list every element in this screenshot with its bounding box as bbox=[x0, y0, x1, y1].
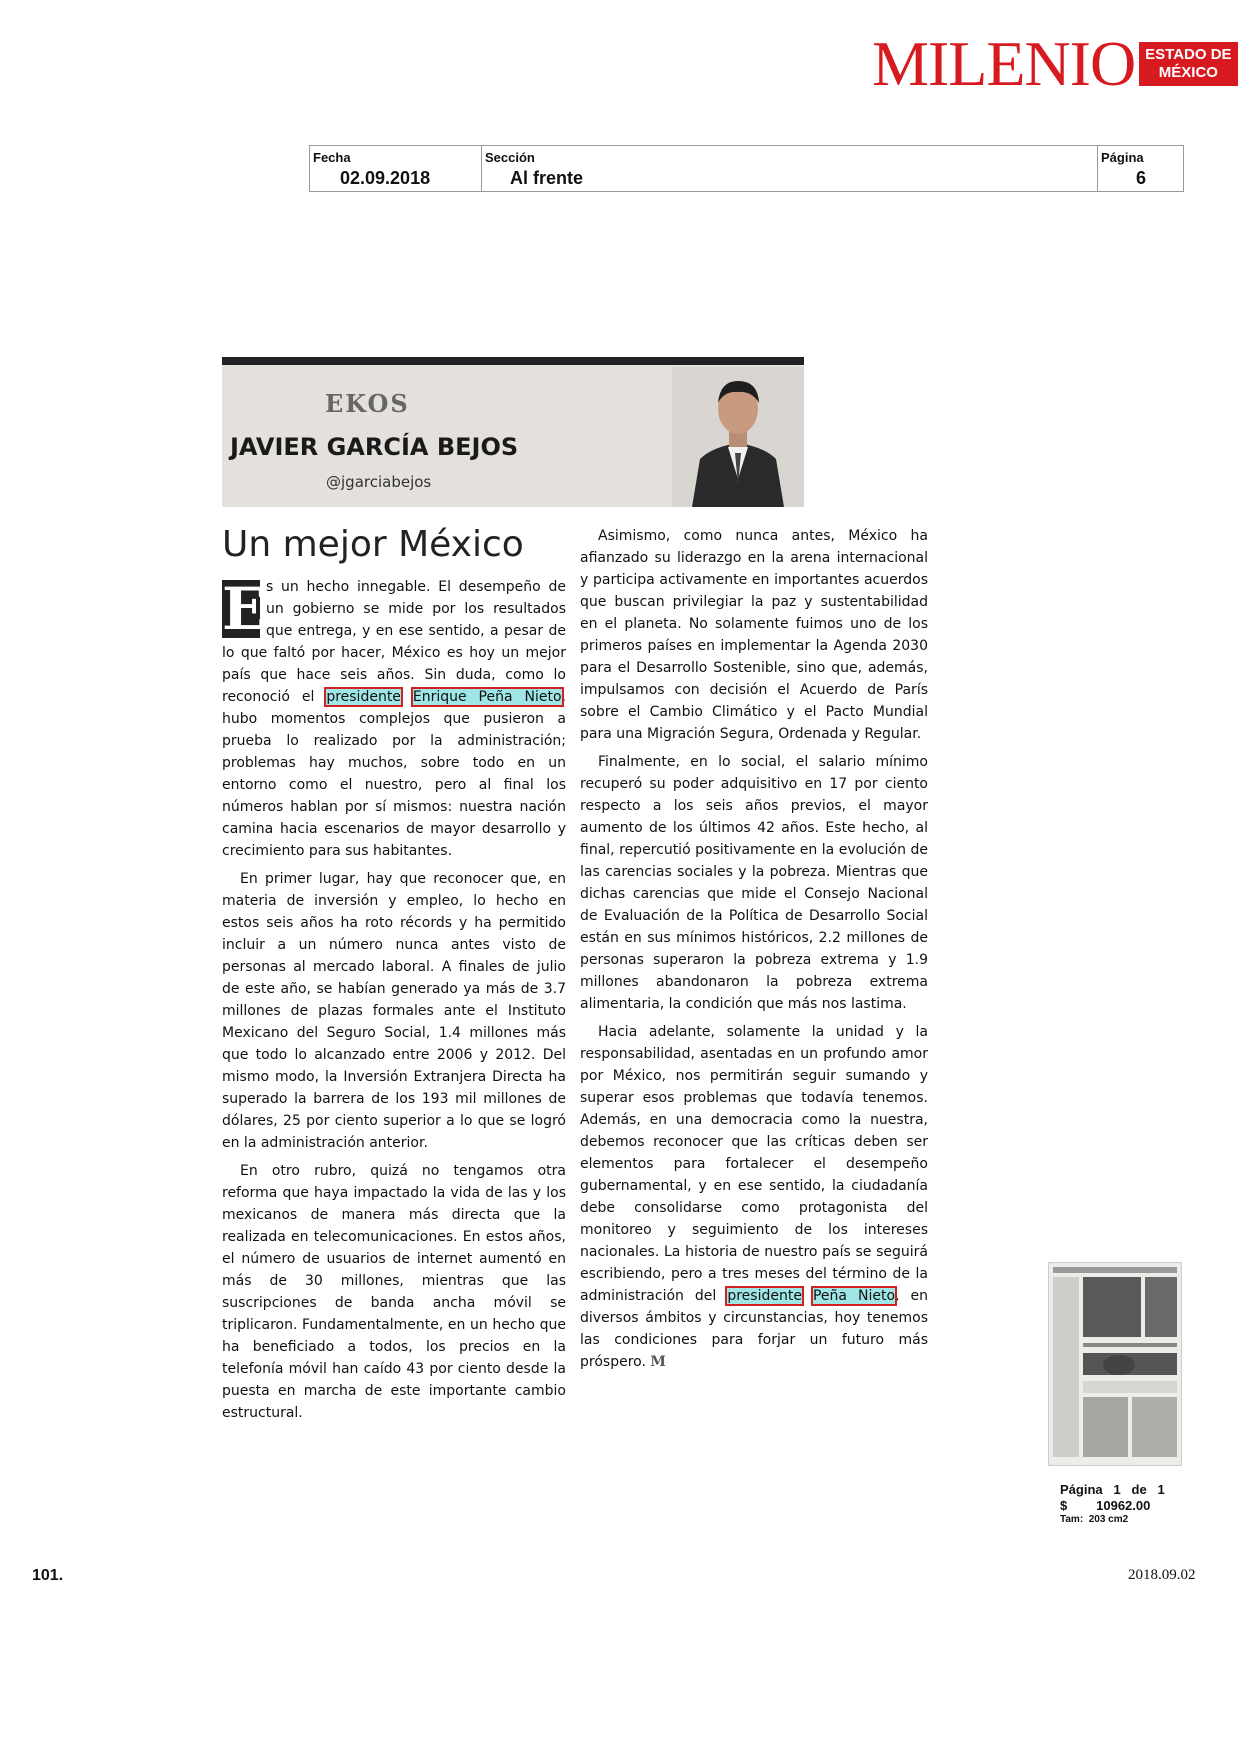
clip-value: $ 10962.00 bbox=[1060, 1498, 1151, 1513]
edition-line-2: MÉXICO bbox=[1158, 64, 1218, 81]
date-value: 02.09.2018 bbox=[340, 168, 431, 188]
paragraph-6-text-b: , en diversos ámbitos y circunstancias, hoy tenemos las condiciones para forjar un futuro más próspero. bbox=[580, 1288, 928, 1370]
page-info bbox=[1060, 1482, 1190, 1526]
milenio-logo bbox=[872, 28, 1238, 99]
drop-cap: E bbox=[222, 575, 267, 643]
end-mark: M bbox=[650, 1354, 666, 1370]
paragraph-4: Asimismo, como nunca antes, México ha afianzado su liderazgo en la arena internacional y participa activamente en importantes acuerdos que buscan privilegiar la paz y sustentabilidad en el planeta. No solamente fuimos uno de los primeros países en implementar la Agenda 2030 para el Desarrollo Sostenible, sino que, además, impulsamos con decisión el Acuerdo de París sobre el Cambio Climático y el Pacto Mundial para una Migración Segura, Ordenada y Regular. bbox=[580, 528, 928, 742]
article-column-left bbox=[222, 576, 566, 1430]
page-label: Página bbox=[1101, 150, 1144, 165]
thumbnail-image bbox=[1049, 1263, 1181, 1465]
clipping-info-bar bbox=[309, 145, 1184, 192]
paragraph-1 bbox=[222, 576, 566, 862]
edition-line-1: ESTADO DE bbox=[1145, 46, 1232, 63]
clip-size: Tam: 203 cm2 bbox=[1060, 1514, 1129, 1525]
paragraph-6 bbox=[580, 1021, 928, 1373]
paragraph-1-text-a: s un hecho innegable. El desempeño de un gobierno se mide por los resultados que entrega, y en ese sentido, a pesar de lo que faltó por hacer, México es hoy un mejor país que hace seis años. Sin duda, como lo reconoció el bbox=[222, 579, 566, 705]
highlight-enrique-pena-nieto: Enrique Peña Nieto bbox=[412, 689, 562, 705]
article-headline: Un mejor México bbox=[222, 524, 524, 565]
footer-number: 101. bbox=[32, 1567, 64, 1584]
highlight-presidente: presidente bbox=[326, 689, 401, 705]
column-header bbox=[222, 357, 804, 507]
header-rule bbox=[222, 357, 804, 365]
section-value: Al frente bbox=[510, 168, 584, 188]
paragraph-2: En primer lugar, hay que reconocer que, en materia de inversión y empleo, lo hecho en estos seis años ha roto récords y ha permitido incluir a un número nunca antes visto de personas al mercado laboral. A finales de julio de este año, se habían generado ya más de 3.7 millones de plazas formales ante el Instituto Mexicano del Seguro Social, 1.4 millones más que todo lo alcanzado entre 2006 y 2012. Del mismo modo, la Inversión Extranjera Directa ha superado la barrera de los 193 mil millones de dólares, 25 por ciento superior a lo que se logró en la administración anterior. bbox=[222, 871, 566, 1151]
date-cell bbox=[310, 146, 482, 191]
author-photo bbox=[672, 367, 804, 507]
section-cell bbox=[482, 146, 1098, 191]
highlight-presidente-2: presidente bbox=[727, 1288, 802, 1304]
paragraph-5: Finalmente, en lo social, el salario mínimo recuperó su poder adquisitivo en 17 por ciento respecto a los seis años previos, el mayor aumento de los últimos 42 años. Este hecho, al final, repercutió positivamente en la evolución de las carencias sociales y la pobreza. Mientras que dichas carencias que mide el Consejo Nacional de Evaluación de la Política de Desarrollo Social están en sus mínimos históricos, 2.2 millones de personas superaron la pobreza extrema y 1.9 millones abandonaron la pobreza extrema alimentaria, la condición que más nos lastima. bbox=[580, 754, 928, 1012]
author-name: JAVIER GARCÍA BEJOS bbox=[230, 433, 519, 461]
page-value: 6 bbox=[1136, 168, 1147, 188]
highlight-pena-nieto: Peña Nieto bbox=[812, 1288, 896, 1304]
page-cell bbox=[1098, 146, 1183, 191]
paragraph-3: En otro rubro, quizá no tengamos otra reforma que haya impactado la vida de las y los mexicanos de manera más directa que la realizada en telecomunicaciones. En estos años, el número de usuarios de internet aumentó en más de 30 millones, mientras que las suscripciones de banda ancha móvil se triplicaron. Fundamentalmente, en un hecho que ha beneficiado a todos, los precios en la telefonía móvil han caído 43 por ciento desde la puesta en marcha de este importante cambio estructural. bbox=[222, 1163, 566, 1421]
page-thumbnail bbox=[1048, 1262, 1182, 1466]
article-column-right bbox=[580, 525, 928, 1379]
logo-edition-badge bbox=[1139, 42, 1237, 86]
date-label: Fecha bbox=[313, 150, 351, 165]
author-handle: @jgarciabejos bbox=[326, 473, 432, 491]
section-label: Sección bbox=[485, 150, 535, 165]
column-kicker: EKOS bbox=[325, 389, 410, 418]
paragraph-1-text-b: , hubo momentos complejos que pusieron a prueba lo realizado por la administración; problemas hay muchos, sobre todo en un entorno como el nuestro, pero al final los números hablan por sí mismos: nuestra nación camina hacia escenarios de mayor desarrollo y crecimiento para sus habitantes. bbox=[222, 689, 566, 859]
footer-date: 2018.09.02 bbox=[1128, 1567, 1196, 1583]
paragraph-6-text-a: Hacia adelante, solamente la unidad y la responsabilidad, asentadas en un profundo amor por México, nos permitirán seguir sumando y superar esos problemas que todavía tenemos. Además, en una democracia como la nuestra, debemos reconocer que las críticas deben ser elementos para fortalecer el desempeño gubernamental, y en ese sentido, la ciudadanía debe consolidarse como protagonista del monitoreo y seguimiento de los intereses nacionales. La historia de nuestro país se seguirá escribiendo, pero a tres meses del término de la administración del bbox=[580, 1024, 928, 1304]
page-count: Página 1 de 1 bbox=[1060, 1482, 1165, 1497]
logo-wordmark: MILENIO bbox=[872, 28, 1136, 99]
